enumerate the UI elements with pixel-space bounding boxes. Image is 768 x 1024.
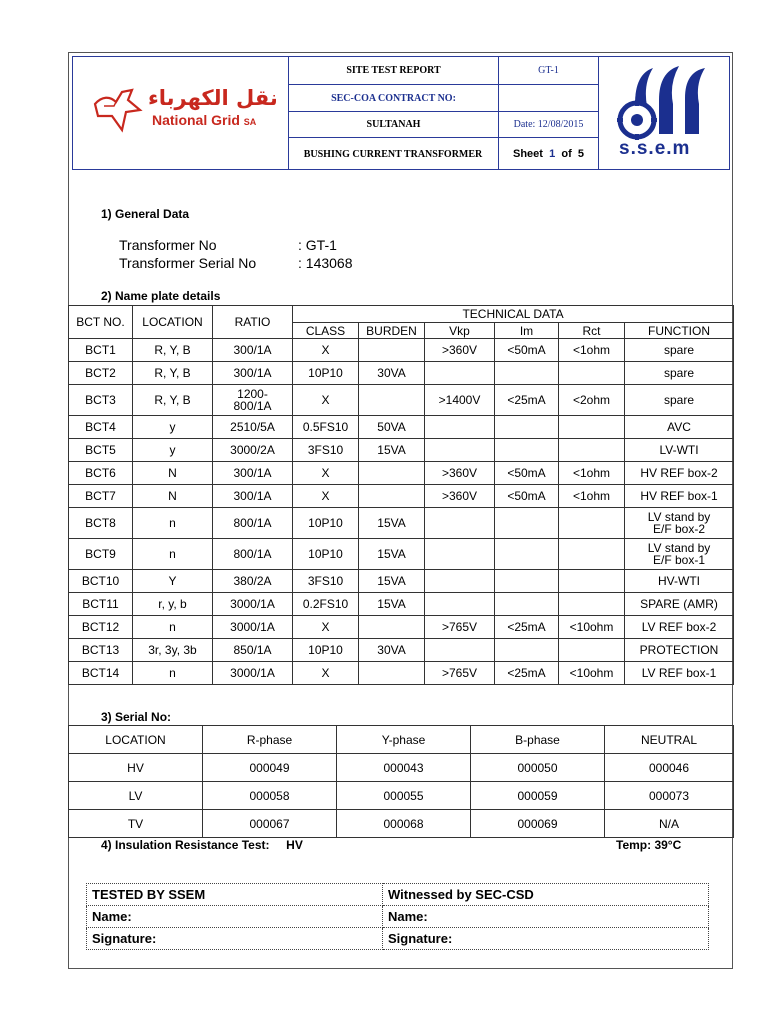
report-title: SITE TEST REPORT bbox=[346, 65, 441, 76]
table-cell: BCT9 bbox=[69, 539, 133, 570]
table-row bbox=[69, 485, 734, 508]
ssem-logo bbox=[605, 60, 725, 166]
table-cell bbox=[495, 593, 559, 616]
col-header-vkp: Vkp bbox=[425, 323, 495, 339]
table-cell: 000059 bbox=[471, 782, 605, 810]
table-cell bbox=[425, 439, 495, 462]
table-cell: <10ohm bbox=[559, 616, 625, 639]
technical-data-header: TECHNICAL DATA bbox=[293, 306, 734, 323]
table-row bbox=[69, 339, 734, 362]
table-cell: LV REF box-1 bbox=[625, 662, 734, 685]
table-cell: BCT2 bbox=[69, 362, 133, 385]
table-cell: LV bbox=[69, 782, 203, 810]
table-cell: <25mA bbox=[495, 616, 559, 639]
table-cell: 300/1A bbox=[213, 339, 293, 362]
table-cell: 380/2A bbox=[213, 570, 293, 593]
table-cell bbox=[559, 639, 625, 662]
table-cell bbox=[425, 508, 495, 539]
table-cell: N bbox=[133, 462, 213, 485]
table-cell bbox=[359, 662, 425, 685]
nameplate-table bbox=[68, 305, 734, 685]
general-data-heading: 1) General Data bbox=[101, 207, 190, 221]
col-header-class: CLASS bbox=[293, 323, 359, 339]
table-cell: >1400V bbox=[425, 385, 495, 416]
table-cell: LV-WTI bbox=[625, 439, 734, 462]
table-cell: 2510/5A bbox=[213, 416, 293, 439]
table-cell: >360V bbox=[425, 485, 495, 508]
col-header-location: LOCATION bbox=[133, 306, 213, 339]
table-cell: N bbox=[133, 485, 213, 508]
site-name: SULTANAH bbox=[366, 119, 421, 130]
table-cell bbox=[495, 416, 559, 439]
serial-col-y-phase: Y-phase bbox=[337, 726, 471, 754]
table-cell: r, y, b bbox=[133, 593, 213, 616]
table-cell: 10P10 bbox=[293, 508, 359, 539]
table-cell: <10ohm bbox=[559, 662, 625, 685]
table-cell: n bbox=[133, 662, 213, 685]
table-cell bbox=[495, 639, 559, 662]
logo-sa-text: SA bbox=[243, 117, 257, 127]
transformer-serial-value: : 143068 bbox=[298, 255, 353, 271]
table-cell: 0.5FS10 bbox=[293, 416, 359, 439]
table-cell: SPARE (AMR) bbox=[625, 593, 734, 616]
table-cell: LV stand by E/F box-2 bbox=[625, 508, 734, 539]
table-row bbox=[69, 593, 734, 616]
table-cell: 3000/1A bbox=[213, 616, 293, 639]
serial-col-b-phase: B-phase bbox=[471, 726, 605, 754]
table-cell bbox=[559, 439, 625, 462]
table-cell: 000043 bbox=[337, 754, 471, 782]
witnessed-name-field[interactable]: Name: bbox=[383, 906, 709, 928]
table-cell: BCT13 bbox=[69, 639, 133, 662]
table-row bbox=[69, 616, 734, 639]
table-row bbox=[69, 385, 734, 416]
table-cell: >360V bbox=[425, 462, 495, 485]
table-cell: HV REF box-1 bbox=[625, 485, 734, 508]
table-cell: <1ohm bbox=[559, 485, 625, 508]
table-row bbox=[69, 508, 734, 539]
table-cell: <25mA bbox=[495, 385, 559, 416]
table-row bbox=[69, 462, 734, 485]
contract-label: SEC-COA CONTRACT NO: bbox=[331, 92, 456, 104]
insulation-heading: 4) Insulation Resistance Test: HV bbox=[101, 838, 303, 852]
table-cell: 000069 bbox=[471, 810, 605, 838]
table-cell bbox=[359, 616, 425, 639]
signoff-table bbox=[86, 883, 709, 950]
sheet-number: 1 bbox=[549, 148, 556, 160]
table-cell: <50mA bbox=[495, 485, 559, 508]
table-row bbox=[69, 810, 734, 838]
table-cell: 10P10 bbox=[293, 362, 359, 385]
serial-no-heading: 3) Serial No: bbox=[101, 710, 172, 724]
table-cell: 3FS10 bbox=[293, 439, 359, 462]
table-cell bbox=[559, 362, 625, 385]
table-cell: TV bbox=[69, 810, 203, 838]
table-cell: spare bbox=[625, 385, 734, 416]
sheet-label: Sheet bbox=[513, 148, 543, 160]
table-cell bbox=[559, 593, 625, 616]
table-cell bbox=[425, 416, 495, 439]
table-cell: R, Y, B bbox=[133, 362, 213, 385]
sheet-of: of bbox=[561, 148, 572, 160]
table-cell: 000050 bbox=[471, 754, 605, 782]
table-cell: 15VA bbox=[359, 508, 425, 539]
table-cell: X bbox=[293, 385, 359, 416]
table-cell: PROTECTION bbox=[625, 639, 734, 662]
table-cell: 000058 bbox=[203, 782, 337, 810]
col-header-function: FUNCTION bbox=[625, 323, 734, 339]
table-cell: X bbox=[293, 662, 359, 685]
table-cell: 000067 bbox=[203, 810, 337, 838]
col-header-im: Im bbox=[495, 323, 559, 339]
table-cell bbox=[495, 508, 559, 539]
table-cell bbox=[425, 539, 495, 570]
table-cell bbox=[495, 439, 559, 462]
table-cell: 000073 bbox=[605, 782, 734, 810]
table-cell bbox=[495, 570, 559, 593]
table-cell: <1ohm bbox=[559, 462, 625, 485]
table-row bbox=[69, 439, 734, 462]
table-cell bbox=[359, 462, 425, 485]
table-cell bbox=[559, 539, 625, 570]
table-cell: BCT3 bbox=[69, 385, 133, 416]
table-cell: 3FS10 bbox=[293, 570, 359, 593]
ssem-emblem-icon bbox=[615, 64, 715, 144]
table-cell: Y bbox=[133, 570, 213, 593]
col-header-bct-no: BCT NO. bbox=[69, 306, 133, 339]
table-cell: LV REF box-2 bbox=[625, 616, 734, 639]
table-cell: LV stand by E/F box-1 bbox=[625, 539, 734, 570]
table-cell: 000068 bbox=[337, 810, 471, 838]
table-cell: BCT10 bbox=[69, 570, 133, 593]
nameplate-heading: 2) Name plate details bbox=[101, 289, 221, 303]
table-row bbox=[69, 570, 734, 593]
table-cell bbox=[559, 570, 625, 593]
table-cell: AVC bbox=[625, 416, 734, 439]
transformer-no-value: : GT-1 bbox=[298, 237, 337, 253]
table-cell: BCT4 bbox=[69, 416, 133, 439]
table-cell: <1ohm bbox=[559, 339, 625, 362]
table-cell: 000046 bbox=[605, 754, 734, 782]
table-cell: <50mA bbox=[495, 339, 559, 362]
table-cell: R, Y, B bbox=[133, 339, 213, 362]
table-cell: R, Y, B bbox=[133, 385, 213, 416]
tested-signature-field[interactable]: Signature: bbox=[87, 928, 383, 950]
table-row bbox=[69, 416, 734, 439]
table-cell: y bbox=[133, 439, 213, 462]
logo-arabic-text: نقل الكهرباء bbox=[148, 86, 278, 110]
table-cell bbox=[425, 639, 495, 662]
table-cell: 850/1A bbox=[213, 639, 293, 662]
serial-col-neutral: NEUTRAL bbox=[605, 726, 734, 754]
table-cell: X bbox=[293, 462, 359, 485]
tested-name-field[interactable]: Name: bbox=[87, 906, 383, 928]
serial-col-location: LOCATION bbox=[69, 726, 203, 754]
table-cell: spare bbox=[625, 339, 734, 362]
report-date: Date: 12/08/2015 bbox=[513, 119, 584, 130]
table-row bbox=[69, 362, 734, 385]
table-cell: 15VA bbox=[359, 593, 425, 616]
table-cell: 3r, 3y, 3b bbox=[133, 639, 213, 662]
serial-col-r-phase: R-phase bbox=[203, 726, 337, 754]
sheet-total: 5 bbox=[577, 148, 584, 160]
insulation-side: HV bbox=[286, 838, 303, 852]
table-cell: N/A bbox=[605, 810, 734, 838]
table-cell: HV bbox=[69, 754, 203, 782]
sheet-indicator bbox=[499, 138, 598, 170]
table-cell: BCT11 bbox=[69, 593, 133, 616]
table-cell: 3000/1A bbox=[213, 593, 293, 616]
table-cell: BCT6 bbox=[69, 462, 133, 485]
witnessed-signature-field[interactable]: Signature: bbox=[383, 928, 709, 950]
table-cell: 800/1A bbox=[213, 539, 293, 570]
table-cell: BCT12 bbox=[69, 616, 133, 639]
table-cell: >765V bbox=[425, 616, 495, 639]
table-cell bbox=[359, 385, 425, 416]
table-row bbox=[69, 782, 734, 810]
table-cell: <50mA bbox=[495, 462, 559, 485]
table-cell bbox=[559, 416, 625, 439]
table-cell bbox=[559, 508, 625, 539]
table-cell: n bbox=[133, 539, 213, 570]
table-cell: 15VA bbox=[359, 439, 425, 462]
table-cell bbox=[425, 593, 495, 616]
table-cell: 10P10 bbox=[293, 639, 359, 662]
table-cell: HV-WTI bbox=[625, 570, 734, 593]
table-cell: <2ohm bbox=[559, 385, 625, 416]
table-cell: 10P10 bbox=[293, 539, 359, 570]
ssem-logo-text: s.s.e.m bbox=[619, 138, 691, 159]
col-header-burden: BURDEN bbox=[359, 323, 425, 339]
table-cell: BCT8 bbox=[69, 508, 133, 539]
table-cell: 1200-800/1A bbox=[213, 385, 293, 416]
table-cell: 800/1A bbox=[213, 508, 293, 539]
table-cell: 50VA bbox=[359, 416, 425, 439]
table-cell: BCT1 bbox=[69, 339, 133, 362]
table-cell: HV REF box-2 bbox=[625, 462, 734, 485]
table-row bbox=[69, 754, 734, 782]
national-grid-emblem-icon bbox=[92, 86, 144, 134]
table-cell: n bbox=[133, 616, 213, 639]
table-cell: 000049 bbox=[203, 754, 337, 782]
table-cell: 30VA bbox=[359, 362, 425, 385]
table-cell bbox=[425, 570, 495, 593]
table-cell: 300/1A bbox=[213, 485, 293, 508]
table-cell: 30VA bbox=[359, 639, 425, 662]
table-cell: n bbox=[133, 508, 213, 539]
witnessed-by-label: Witnessed by SEC-CSD bbox=[383, 884, 709, 906]
contract-value bbox=[499, 85, 598, 111]
report-code: GT-1 bbox=[538, 65, 559, 76]
table-cell: spare bbox=[625, 362, 734, 385]
table-cell bbox=[495, 362, 559, 385]
table-cell: X bbox=[293, 616, 359, 639]
table-cell bbox=[495, 539, 559, 570]
table-cell: BCT5 bbox=[69, 439, 133, 462]
table-cell bbox=[425, 362, 495, 385]
serial-no-table bbox=[68, 725, 734, 838]
table-cell: X bbox=[293, 485, 359, 508]
table-cell: 300/1A bbox=[213, 462, 293, 485]
table-row bbox=[69, 539, 734, 570]
logo-english-text: National Grid SA bbox=[152, 112, 257, 128]
table-cell: X bbox=[293, 339, 359, 362]
table-row bbox=[69, 662, 734, 685]
insulation-temp: Temp: 39°C bbox=[616, 838, 682, 852]
table-cell: 000055 bbox=[337, 782, 471, 810]
table-cell bbox=[359, 485, 425, 508]
table-cell: 15VA bbox=[359, 539, 425, 570]
table-cell: 0.2FS10 bbox=[293, 593, 359, 616]
col-header-ratio: RATIO bbox=[213, 306, 293, 339]
national-grid-logo bbox=[92, 80, 282, 140]
tested-by-label: TESTED BY SSEM bbox=[87, 884, 383, 906]
table-cell: 300/1A bbox=[213, 362, 293, 385]
table-cell: >765V bbox=[425, 662, 495, 685]
table-cell: y bbox=[133, 416, 213, 439]
col-header-rct: Rct bbox=[559, 323, 625, 339]
table-cell: BCT7 bbox=[69, 485, 133, 508]
table-cell: 15VA bbox=[359, 570, 425, 593]
table-cell: >360V bbox=[425, 339, 495, 362]
table-row bbox=[69, 639, 734, 662]
table-cell: <25mA bbox=[495, 662, 559, 685]
transformer-serial-label: Transformer Serial No bbox=[119, 255, 257, 271]
table-cell bbox=[359, 339, 425, 362]
table-cell: 3000/2A bbox=[213, 439, 293, 462]
table-cell: 3000/1A bbox=[213, 662, 293, 685]
table-cell: BCT14 bbox=[69, 662, 133, 685]
report-subject: BUSHING CURRENT TRANSFORMER bbox=[303, 148, 483, 160]
transformer-no-label: Transformer No bbox=[119, 237, 217, 253]
